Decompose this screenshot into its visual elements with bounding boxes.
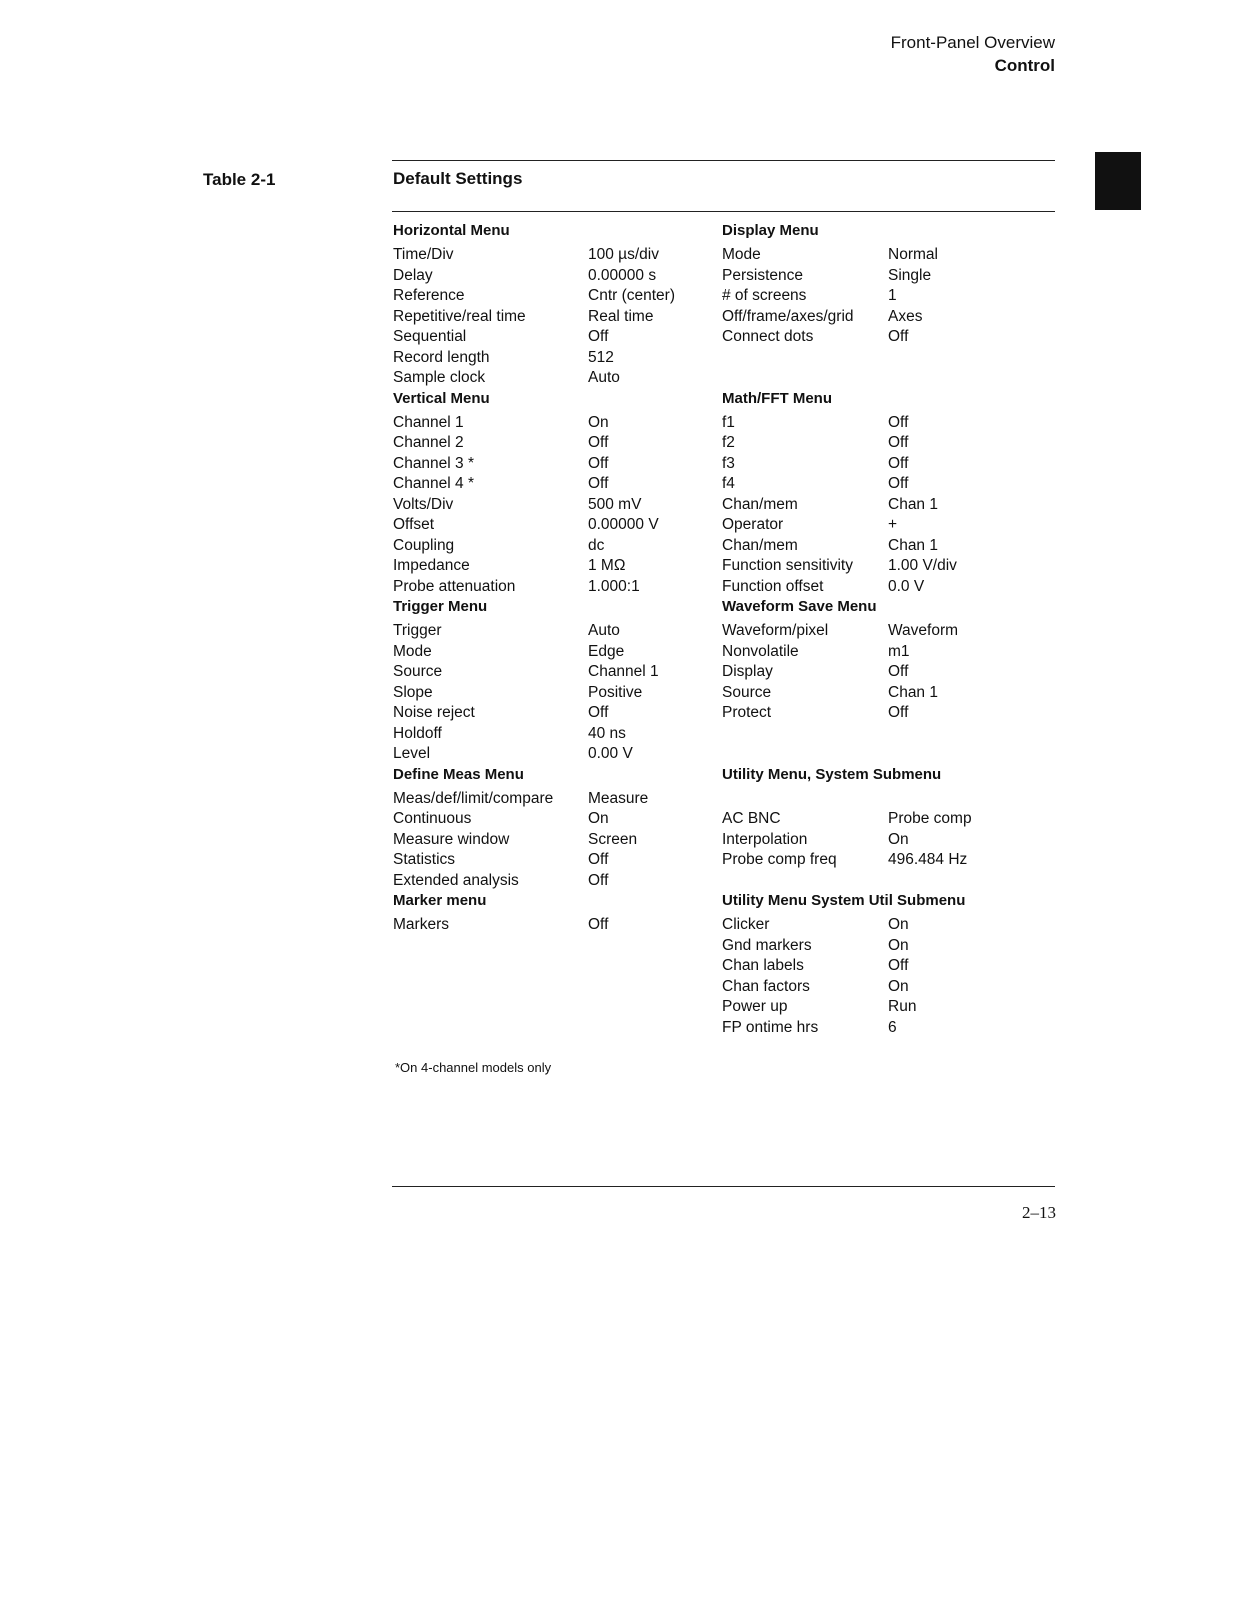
settings-column-left	[393, 221, 723, 936]
setting-value: Off	[588, 328, 609, 345]
setting-label: Chan/mem	[722, 536, 798, 554]
setting-value: Off	[588, 871, 609, 889]
setting-label: Extended analysis	[393, 871, 519, 889]
setting-label: Mode	[393, 642, 432, 660]
setting-row	[393, 577, 723, 598]
spacer	[722, 789, 1052, 810]
section-heading: Display Menu	[722, 222, 819, 239]
setting-label: Waveform/pixel	[722, 622, 829, 639]
setting-value: On	[888, 916, 909, 933]
setting-value: On	[588, 810, 609, 827]
setting-label: Mode	[722, 246, 761, 263]
setting-label: Sequential	[393, 328, 467, 345]
setting-row	[722, 515, 1052, 536]
setting-row	[722, 809, 1052, 830]
setting-label: Function sensitivity	[722, 557, 853, 574]
setting-row	[393, 454, 723, 475]
setting-label: Chan labels	[722, 957, 804, 974]
setting-row	[393, 556, 723, 577]
setting-value: 0.0 V	[888, 577, 925, 595]
setting-value: Single	[888, 266, 932, 284]
setting-row	[722, 997, 1052, 1018]
setting-label: Off/frame/axes/grid	[722, 307, 854, 325]
setting-row	[393, 703, 723, 724]
setting-value: Waveform	[888, 622, 959, 639]
setting-value: Axes	[888, 307, 923, 325]
setting-label: Holdoff	[393, 724, 442, 742]
setting-label: Channel 3 *	[393, 454, 475, 472]
setting-row	[722, 474, 1052, 495]
setting-row	[722, 433, 1052, 454]
setting-label: Operator	[722, 516, 784, 533]
setting-value: Chan 1	[888, 683, 938, 701]
setting-value: On	[888, 830, 909, 848]
section-heading: Horizontal Menu	[393, 222, 510, 239]
setting-row	[722, 536, 1052, 557]
setting-label: Record length	[393, 348, 490, 366]
setting-value: 512	[588, 348, 614, 366]
setting-label: Measure window	[393, 830, 510, 848]
setting-label: Impedance	[393, 557, 470, 574]
setting-label: Probe comp freq	[722, 851, 837, 868]
setting-row	[722, 413, 1052, 434]
setting-value: 1.000:1	[588, 577, 640, 595]
setting-value: Probe comp	[888, 810, 972, 827]
setting-row	[393, 536, 723, 557]
setting-row	[722, 703, 1052, 724]
setting-row	[393, 642, 723, 663]
setting-value: Positive	[588, 683, 643, 701]
setting-value: Channel 1	[588, 663, 659, 680]
setting-row	[393, 515, 723, 536]
settings-column-right	[722, 221, 1052, 1038]
section-heading: Utility Menu System Util Submenu	[722, 892, 966, 909]
setting-value: m1	[888, 642, 910, 660]
setting-value: 0.00000 s	[588, 266, 657, 284]
setting-value: Off	[888, 704, 909, 721]
setting-value: 496.484 Hz	[888, 851, 968, 868]
setting-label: Markers	[393, 916, 449, 933]
setting-row	[393, 830, 723, 851]
setting-value: Off	[588, 916, 609, 933]
spacer	[722, 871, 1052, 892]
setting-row	[722, 662, 1052, 683]
setting-value: Auto	[588, 369, 620, 386]
setting-value: 100 µs/div	[588, 246, 659, 263]
setting-value: 1	[888, 287, 897, 304]
section-heading: Waveform Save Menu	[722, 598, 877, 615]
setting-row	[722, 307, 1052, 328]
setting-label: Level	[393, 745, 431, 762]
setting-row	[393, 495, 723, 516]
setting-label: Trigger	[393, 622, 442, 639]
page-number: 2–13	[1022, 1203, 1056, 1222]
setting-row	[393, 474, 723, 495]
setting-row	[393, 683, 723, 704]
setting-value: Off	[888, 434, 909, 451]
setting-label: Source	[722, 683, 772, 701]
setting-value: 6	[888, 1018, 897, 1036]
setting-value: Real time	[588, 307, 654, 325]
setting-row	[393, 915, 723, 936]
setting-value: Off	[588, 454, 609, 472]
setting-row	[393, 871, 723, 892]
spacer	[722, 744, 1052, 765]
spacer	[722, 724, 1052, 745]
setting-row	[722, 556, 1052, 577]
setting-value: Off	[588, 475, 609, 492]
setting-row	[722, 495, 1052, 516]
section-heading: Math/FFT Menu	[722, 389, 832, 407]
setting-label: Noise reject	[393, 704, 475, 721]
setting-row	[722, 956, 1052, 977]
setting-label: Statistics	[393, 851, 456, 868]
setting-value: Auto	[588, 622, 620, 639]
table-header-rule	[392, 211, 1055, 212]
setting-value: 40 ns	[588, 724, 626, 742]
setting-value: Off	[588, 851, 609, 868]
setting-value: On	[888, 936, 909, 954]
setting-value: Off	[588, 704, 609, 721]
setting-value: On	[888, 977, 909, 995]
setting-value: Off	[588, 434, 609, 451]
setting-row	[393, 744, 723, 765]
setting-value: 500 mV	[588, 495, 642, 513]
setting-row	[393, 809, 723, 830]
setting-label: Protect	[722, 704, 772, 721]
setting-row	[722, 266, 1052, 287]
setting-row	[393, 245, 723, 266]
setting-row	[722, 621, 1052, 642]
setting-row	[393, 850, 723, 871]
setting-row	[722, 642, 1052, 663]
setting-label: Channel 1	[393, 413, 464, 431]
setting-label: Chan/mem	[722, 495, 798, 513]
setting-row	[393, 348, 723, 369]
setting-label: Coupling	[393, 536, 455, 554]
table-footnote: *On 4-channel models only	[395, 1060, 552, 1075]
running-header-title: Front-Panel Overview	[890, 33, 1055, 52]
setting-row	[393, 662, 723, 683]
setting-label: Channel 4 *	[393, 475, 475, 492]
setting-label: Meas/def/limit/compare	[393, 789, 554, 807]
chapter-thumb-tab	[1095, 152, 1141, 210]
footer-rule	[392, 1186, 1055, 1187]
setting-label: Volts/Div	[393, 495, 454, 513]
setting-value: Edge	[588, 642, 625, 660]
setting-row	[393, 724, 723, 745]
setting-label: Time/Div	[393, 246, 454, 263]
setting-label: Channel 2	[393, 434, 464, 451]
setting-label: Sample clock	[393, 369, 486, 386]
section-heading: Marker menu	[393, 892, 487, 909]
setting-row	[393, 789, 723, 810]
setting-row	[722, 850, 1052, 871]
setting-label: Nonvolatile	[722, 642, 799, 660]
table-title: Default Settings	[393, 169, 523, 188]
setting-label: Probe attenuation	[393, 577, 516, 595]
setting-value: 1 MΩ	[588, 557, 626, 574]
setting-label: FP ontime hrs	[722, 1018, 819, 1036]
setting-label: Delay	[393, 266, 433, 284]
setting-value: dc	[588, 536, 605, 554]
setting-value: Off	[888, 454, 909, 472]
setting-label: Gnd markers	[722, 936, 812, 954]
setting-row	[722, 936, 1052, 957]
setting-value: Run	[888, 998, 917, 1015]
setting-row	[722, 683, 1052, 704]
setting-value: Off	[888, 413, 909, 431]
setting-label: Power up	[722, 998, 788, 1015]
setting-row	[393, 413, 723, 434]
setting-row	[393, 327, 723, 348]
setting-value: Off	[888, 663, 909, 680]
setting-row	[393, 433, 723, 454]
setting-row	[722, 830, 1052, 851]
setting-label: Function offset	[722, 577, 824, 595]
setting-value: On	[588, 413, 609, 431]
setting-label: Display	[722, 663, 773, 680]
setting-row	[722, 577, 1052, 598]
setting-row	[393, 286, 723, 307]
setting-value: 1.00 V/div	[888, 557, 957, 574]
setting-value: Chan 1	[888, 495, 938, 513]
setting-value: Measure	[588, 789, 649, 807]
setting-label: Continuous	[393, 810, 472, 827]
setting-row	[393, 307, 723, 328]
setting-label: AC BNC	[722, 810, 781, 827]
setting-value: 0.00000 V	[588, 516, 659, 533]
setting-value: 0.00 V	[588, 745, 633, 762]
setting-label: Source	[393, 663, 443, 680]
setting-value: Off	[888, 328, 909, 345]
running-header-subtitle: Control	[994, 56, 1055, 75]
setting-label: Interpolation	[722, 830, 808, 848]
setting-row	[722, 454, 1052, 475]
spacer	[722, 368, 1052, 389]
section-heading: Trigger Menu	[393, 598, 488, 615]
setting-label: f3	[722, 454, 735, 472]
setting-label: Chan factors	[722, 977, 810, 995]
section-heading: Define Meas Menu	[393, 765, 524, 783]
setting-row	[722, 245, 1052, 266]
setting-label: f4	[722, 475, 735, 492]
section-heading: Vertical Menu	[393, 389, 490, 407]
spacer	[722, 348, 1052, 369]
setting-value: Normal	[888, 246, 938, 263]
setting-label: f1	[722, 413, 735, 431]
setting-row	[722, 1018, 1052, 1039]
setting-label: Reference	[393, 287, 465, 304]
setting-label: # of screens	[722, 287, 807, 304]
section-heading: Utility Menu, System Submenu	[722, 765, 942, 783]
setting-value: +	[888, 516, 898, 533]
setting-row	[722, 977, 1052, 998]
setting-row	[393, 368, 723, 389]
table-top-rule	[392, 160, 1055, 161]
setting-row	[722, 915, 1052, 936]
setting-label: Slope	[393, 683, 433, 701]
setting-value: Off	[888, 957, 909, 974]
setting-value: Screen	[588, 830, 638, 848]
setting-value: Cntr (center)	[588, 287, 675, 304]
setting-label: Clicker	[722, 916, 770, 933]
setting-label: f2	[722, 434, 735, 451]
table-number: Table 2-1	[203, 170, 276, 189]
setting-row	[722, 327, 1052, 348]
setting-value: Chan 1	[888, 536, 938, 554]
setting-value: Off	[888, 475, 909, 492]
setting-row	[722, 286, 1052, 307]
setting-row	[393, 621, 723, 642]
setting-label: Persistence	[722, 266, 803, 284]
setting-label: Offset	[393, 516, 435, 533]
setting-row	[393, 266, 723, 287]
setting-label: Connect dots	[722, 328, 814, 345]
setting-label: Repetitive/real time	[393, 307, 526, 325]
